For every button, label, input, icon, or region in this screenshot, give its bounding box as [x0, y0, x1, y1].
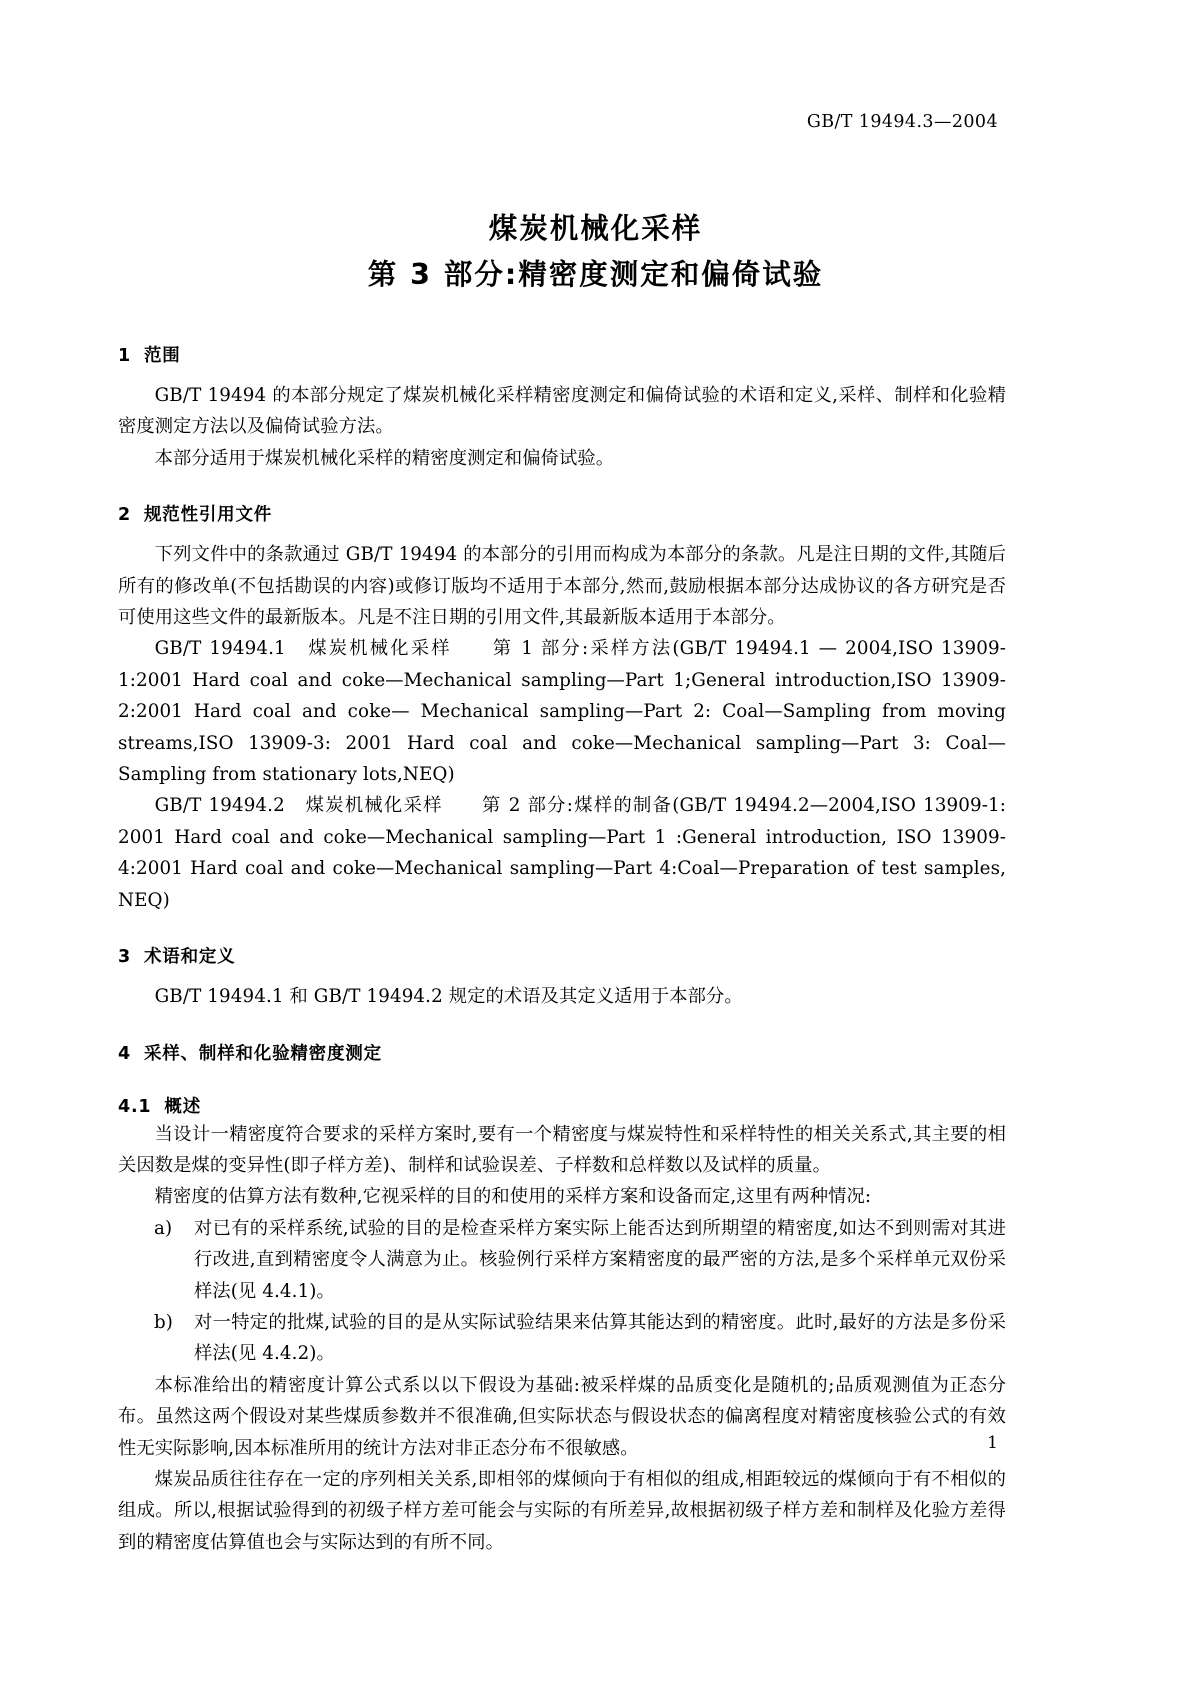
list-item — [118, 1213, 1006, 1307]
standard-code: GB/T 19494.3—2004 — [806, 112, 998, 132]
paragraph: GB/T 19494 的本部分规定了煤炭机械化采样精密度测定和偏倚试验的术语和定义,采样、制样和化验精密度测定方法以及偏倚试验方法。 — [118, 385, 1006, 438]
section-title-2: 规范性引用文件 — [143, 505, 273, 526]
section-heading-2 — [118, 503, 1006, 527]
section-heading-1 — [118, 344, 1006, 368]
section-number-1: 1 — [118, 346, 131, 366]
subsection-heading-4-1 — [118, 1095, 1006, 1119]
paragraph: 当设计一精密度符合要求的采样方案时,要有一个精密度与煤炭特性和采样特性的相关关系式,其主要的相关因数是煤的变异性(即子样方差)、制样和试验误差、子样数和总样数以及试样的质量。 — [118, 1123, 1006, 1176]
normative-reference: GB/T 19494.2 煤炭机械化采样 第 2 部分:煤样的制备(GB/T 19494.2—2004,ISO 13909-1: 2001 Hard coal and coke—Mechanical sampling—Part 1 :General introduction, ISO 13909-4:2001 Hard coal and coke—Mechanical sampling—Part 4:Coal—Preparation of test samples, NEQ) — [118, 795, 1006, 911]
page-number: 1 — [987, 1433, 998, 1453]
section-title-4: 采样、制样和化验精密度测定 — [143, 1043, 382, 1064]
title-line-1: 煤炭机械化采样 — [488, 212, 703, 245]
section-number-3: 3 — [118, 947, 131, 968]
section-title-3: 术语和定义 — [143, 947, 236, 968]
section-number-4: 4 — [118, 1043, 131, 1064]
list-item-text: 对一特定的批煤,试验的目的是从实际试验结果来估算其能达到的精密度。此时,最好的方法是多份采样法(见 4.4.2)。 — [194, 1311, 1006, 1365]
normative-reference: GB/T 19494.1 煤炭机械化采样 第 1 部分:采样方法(GB/T 19494.1 — 2004,ISO 13909-1:2001 Hard coal and coke—Mechanical sampling—Part 1;General introduction,ISO 13909-2:2001 Hard coal and coke— Mechanical sampling—Part 2: Coal—Sampling from moving streams,ISO 13909-3: 2001 Hard coal and coke—Mechanical sampling—Part 3: Coal—Sampling from stationary lots,NEQ) — [118, 638, 1006, 786]
list-marker: a) — [154, 1217, 173, 1239]
paragraph: 下列文件中的条款通过 GB/T 19494 的本部分的引用而构成为本部分的条款。凡是注日期的文件,其随后所有的修改单(不包括勘误的内容)或修订版均不适用于本部分,然而,鼓励根据本部分达成协议的各方研究是否可使用这些文件的最新版本。凡是不注日期的引用文件,其最新版本适用于本部分。 — [118, 544, 1006, 629]
document-title — [0, 206, 1191, 298]
section-heading-3 — [118, 945, 1006, 969]
list-marker: b) — [154, 1311, 174, 1333]
paragraph: 本部分适用于煤炭机械化采样的精密度测定和偏倚试验。 — [154, 447, 615, 469]
subsection-title-4-1: 概述 — [164, 1096, 202, 1117]
document-body — [118, 344, 1006, 1558]
section-heading-4 — [118, 1042, 1006, 1066]
alpha-list — [118, 1213, 1006, 1370]
subsection-number-4-1: 4.1 — [118, 1096, 152, 1117]
section-title-1: 范围 — [143, 346, 181, 366]
paragraph: GB/T 19494.1 和 GB/T 19494.2 规定的术语及其定义适用于本部分。 — [154, 986, 743, 1008]
list-item-text: 对已有的采样系统,试验的目的是检查采样方案实际上能否达到所期望的精密度,如达不到则需对其进行改进,直到精密度令人满意为止。核验例行采样方案精密度的最严密的方法,是多个采样单元双份采样法(见 4.4.1)。 — [194, 1217, 1006, 1302]
section-number-2: 2 — [118, 505, 131, 526]
running-header — [807, 112, 998, 132]
paragraph: 煤炭品质往往存在一定的序列相关关系,即相邻的煤倾向于有相似的组成,相距较远的煤倾向于有不相似的组成。所以,根据试验得到的初级子样方差可能会与实际的有所差异,故根据初级子样方差和制样及化验方差得到的精密度估算值也会与实际达到的有所不同。 — [118, 1468, 1006, 1553]
list-item — [118, 1307, 1006, 1370]
paragraph: 精密度的估算方法有数种,它视采样的目的和使用的采样方案和设备而定,这里有两种情况: — [154, 1186, 872, 1208]
title-line-2: 第 3 部分:精密度测定和偏倚试验 — [367, 258, 824, 291]
paragraph: 本标准给出的精密度计算公式系以以下假设为基础:被采样煤的品质变化是随机的;品质观测值为正态分布。虽然这两个假设对某些煤质参数并不很准确,但实际状态与假设状态的偏离程度对精密度核验公式的有效性无实际影响,因本标准所用的统计方法对非正态分布不很敏感。 — [118, 1374, 1006, 1459]
